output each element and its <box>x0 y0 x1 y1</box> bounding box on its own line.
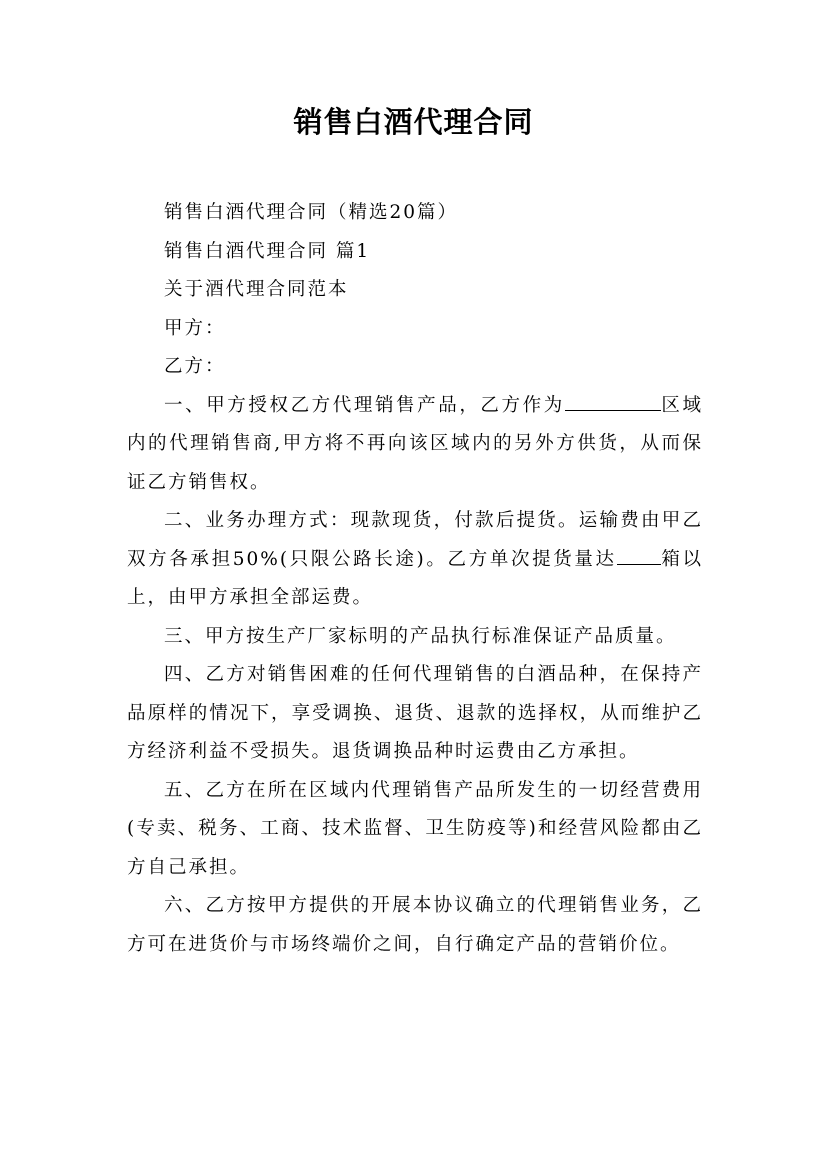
document-body <box>127 194 703 964</box>
paragraph-party-a <box>127 310 703 349</box>
paragraph-section-heading <box>127 233 703 272</box>
clause-text: 三、甲方按生产厂家标明的产品执行标准保证产品质量。 <box>164 625 677 647</box>
paragraph-contract-name <box>127 271 703 310</box>
clause-4 <box>127 656 703 772</box>
paragraph-subtitle <box>127 194 703 233</box>
paragraph-text: 甲方： <box>164 317 226 339</box>
clause-text: 五、乙方在所在区域内代理销售产品所发生的一切经营费用(专卖、税务、工商、技术监督、卫生防疫等)和经营风险都由乙方自己承担。 <box>127 779 703 878</box>
clause-3 <box>127 618 703 657</box>
clause-text: 四、乙方对销售困难的任何代理销售的白酒品种，在保持产品原样的情况下，享受调换、退货、退款的选择权，从而维护乙方经济利益不受损失。退货调换品种时运费由乙方承担。 <box>127 664 703 762</box>
clause-1 <box>127 387 703 503</box>
clause-2 <box>127 502 703 618</box>
paragraph-text: 销售白酒代理合同（精选20篇） <box>164 202 459 223</box>
fill-in-blank-region <box>565 392 661 411</box>
paragraph-text: 销售白酒代理合同 篇1 <box>164 240 371 262</box>
clause-text: 一、甲方授权乙方代理销售产品，乙方作为 <box>164 394 565 416</box>
clause-text-continued: 箱以上，由甲方承担全部运费。 <box>127 548 703 608</box>
clause-6 <box>127 887 703 964</box>
clause-5 <box>127 772 703 888</box>
paragraph-text: 乙方： <box>164 356 226 377</box>
paragraph-party-b <box>127 348 703 387</box>
paragraph-text: 关于酒代理合同范本 <box>164 279 349 300</box>
fill-in-blank-quantity <box>617 546 661 565</box>
clause-text-continued: 区域内的代理销售商,甲方将不再向该区域内的另外方供货，从而保证乙方销售权。 <box>127 394 703 493</box>
document-title: 销售白酒代理合同 <box>293 105 534 139</box>
clause-text: 六、乙方按甲方提供的开展本协议确立的代理销售业务，乙方可在进货价与市场终端价之间，自行确定产品的营销价位。 <box>127 895 703 955</box>
clause-text: 二、业务办理方式：现款现货，付款后提货。运输费由甲乙双方各承担50%(只限公路长途)。乙方单次提货量达 <box>127 510 703 570</box>
